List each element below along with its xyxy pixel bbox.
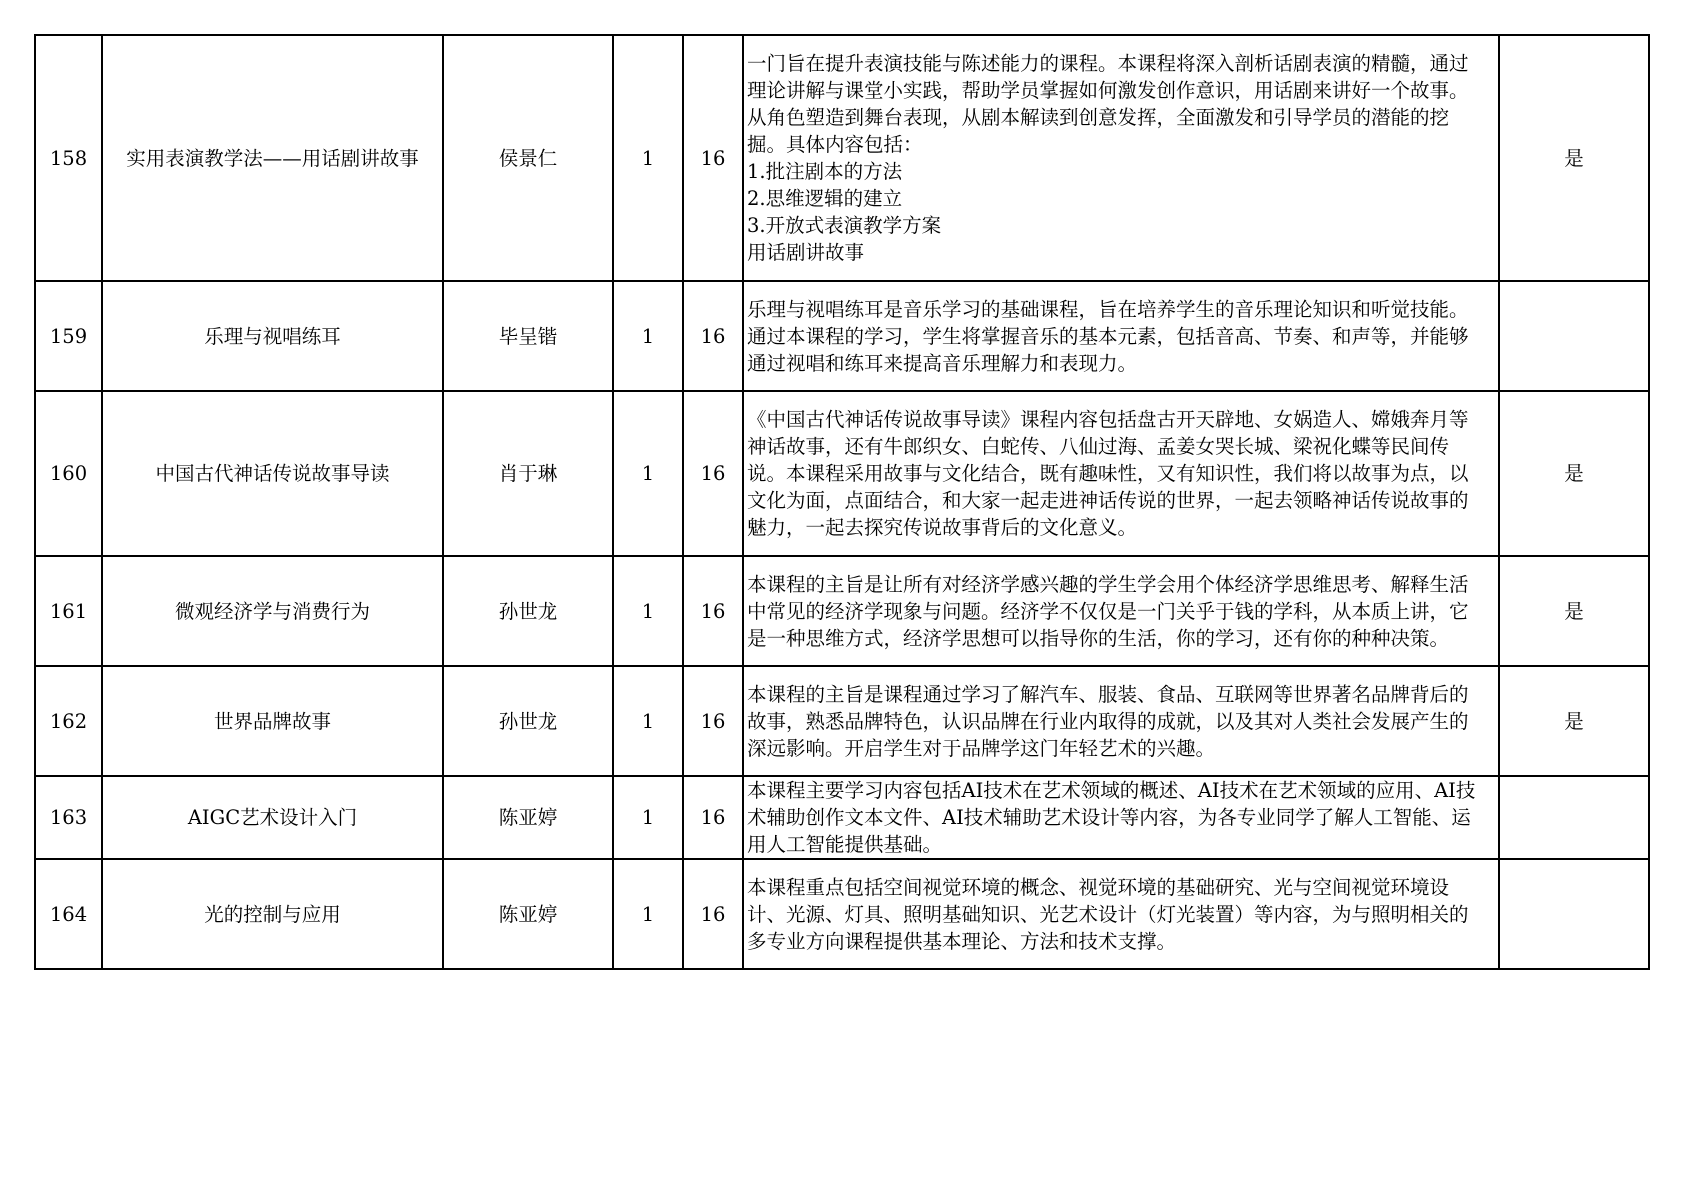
course-teacher: 侯景仁 — [443, 35, 613, 281]
course-hours: 16 — [683, 35, 743, 281]
course-description: 本课程主要学习内容包括AI技术在艺术领域的概述、AI技术在艺术领域的应用、AI技术辅助创作文本文件、AI技术辅助艺术设计等内容，为各专业同学了解人工智能、运用人工智能提供基础。 — [743, 776, 1499, 859]
course-flag — [1499, 281, 1649, 391]
course-hours: 16 — [683, 859, 743, 969]
table-row — [35, 556, 1649, 666]
course-flag: 是 — [1499, 666, 1649, 776]
table-row — [35, 859, 1649, 969]
course-number: 161 — [35, 556, 102, 666]
course-name: 光的控制与应用 — [102, 859, 443, 969]
course-number: 158 — [35, 35, 102, 281]
course-flag: 是 — [1499, 35, 1649, 281]
course-flag: 是 — [1499, 391, 1649, 556]
course-description: 《中国古代神话传说故事导读》课程内容包括盘古开天辟地、女娲造人、嫦娥奔月等神话故事，还有牛郎织女、白蛇传、八仙过海、孟姜女哭长城、梁祝化蝶等民间传说。本课程采用故事与文化结合，既有趣味性，又有知识性，我们将以故事为点，以文化为面，点面结合，和大家一起走进神话传说的世界，一起去领略神话传说故事的魅力，一起去探究传说故事背后的文化意义。 — [743, 391, 1499, 556]
course-teacher: 孙世龙 — [443, 556, 613, 666]
course-name: 中国古代神话传说故事导读 — [102, 391, 443, 556]
course-teacher: 陈亚婷 — [443, 776, 613, 859]
table-row — [35, 776, 1649, 859]
course-hours: 16 — [683, 281, 743, 391]
course-table — [34, 34, 1650, 970]
course-hours: 16 — [683, 556, 743, 666]
course-credit: 1 — [613, 35, 683, 281]
course-number: 159 — [35, 281, 102, 391]
course-flag: 是 — [1499, 556, 1649, 666]
course-flag — [1499, 776, 1649, 859]
table-row — [35, 391, 1649, 556]
course-teacher: 陈亚婷 — [443, 859, 613, 969]
course-number: 162 — [35, 666, 102, 776]
course-hours: 16 — [683, 776, 743, 859]
course-number: 164 — [35, 859, 102, 969]
course-number: 163 — [35, 776, 102, 859]
course-hours: 16 — [683, 391, 743, 556]
table-row — [35, 281, 1649, 391]
course-description: 本课程重点包括空间视觉环境的概念、视觉环境的基础研究、光与空间视觉环境设计、光源、灯具、照明基础知识、光艺术设计（灯光装置）等内容，为与照明相关的多专业方向课程提供基本理论、方法和技术支撑。 — [743, 859, 1499, 969]
course-name: 实用表演教学法——用话剧讲故事 — [102, 35, 443, 281]
course-name: 微观经济学与消费行为 — [102, 556, 443, 666]
course-credit: 1 — [613, 666, 683, 776]
course-teacher: 孙世龙 — [443, 666, 613, 776]
course-teacher: 毕呈锴 — [443, 281, 613, 391]
course-description: 本课程的主旨是课程通过学习了解汽车、服装、食品、互联网等世界著名品牌背后的故事，熟悉品牌特色，认识品牌在行业内取得的成就，以及其对人类社会发展产生的深远影响。开启学生对于品牌学这门年轻艺术的兴趣。 — [743, 666, 1499, 776]
course-hours: 16 — [683, 666, 743, 776]
course-credit: 1 — [613, 776, 683, 859]
course-name: 世界品牌故事 — [102, 666, 443, 776]
course-description: 乐理与视唱练耳是音乐学习的基础课程，旨在培养学生的音乐理论知识和听觉技能。通过本课程的学习，学生将掌握音乐的基本元素，包括音高、节奏、和声等，并能够通过视唱和练耳来提高音乐理解力和表现力。 — [743, 281, 1499, 391]
course-flag — [1499, 859, 1649, 969]
course-credit: 1 — [613, 556, 683, 666]
course-name: AIGC艺术设计入门 — [102, 776, 443, 859]
table-row — [35, 35, 1649, 281]
course-name: 乐理与视唱练耳 — [102, 281, 443, 391]
course-description: 本课程的主旨是让所有对经济学感兴趣的学生学会用个体经济学思维思考、解释生活中常见的经济学现象与问题。经济学不仅仅是一门关乎于钱的学科，从本质上讲，它是一种思维方式，经济学思想可以指导你的生活，你的学习，还有你的种种决策。 — [743, 556, 1499, 666]
course-teacher: 肖于琳 — [443, 391, 613, 556]
table-row — [35, 666, 1649, 776]
course-credit: 1 — [613, 391, 683, 556]
course-number: 160 — [35, 391, 102, 556]
course-credit: 1 — [613, 859, 683, 969]
course-credit: 1 — [613, 281, 683, 391]
course-description: 一门旨在提升表演技能与陈述能力的课程。本课程将深入剖析话剧表演的精髓，通过理论讲解与课堂小实践，帮助学员掌握如何激发创作意识，用话剧来讲好一个故事。从角色塑造到舞台表现，从剧本解读到创意发挥，全面激发和引导学员的潜能的挖掘。具体内容包括： 1.批注剧本的方法 2.思维逻辑的建立 3.开放式表演教学方案 用话剧讲故事 — [743, 35, 1499, 281]
